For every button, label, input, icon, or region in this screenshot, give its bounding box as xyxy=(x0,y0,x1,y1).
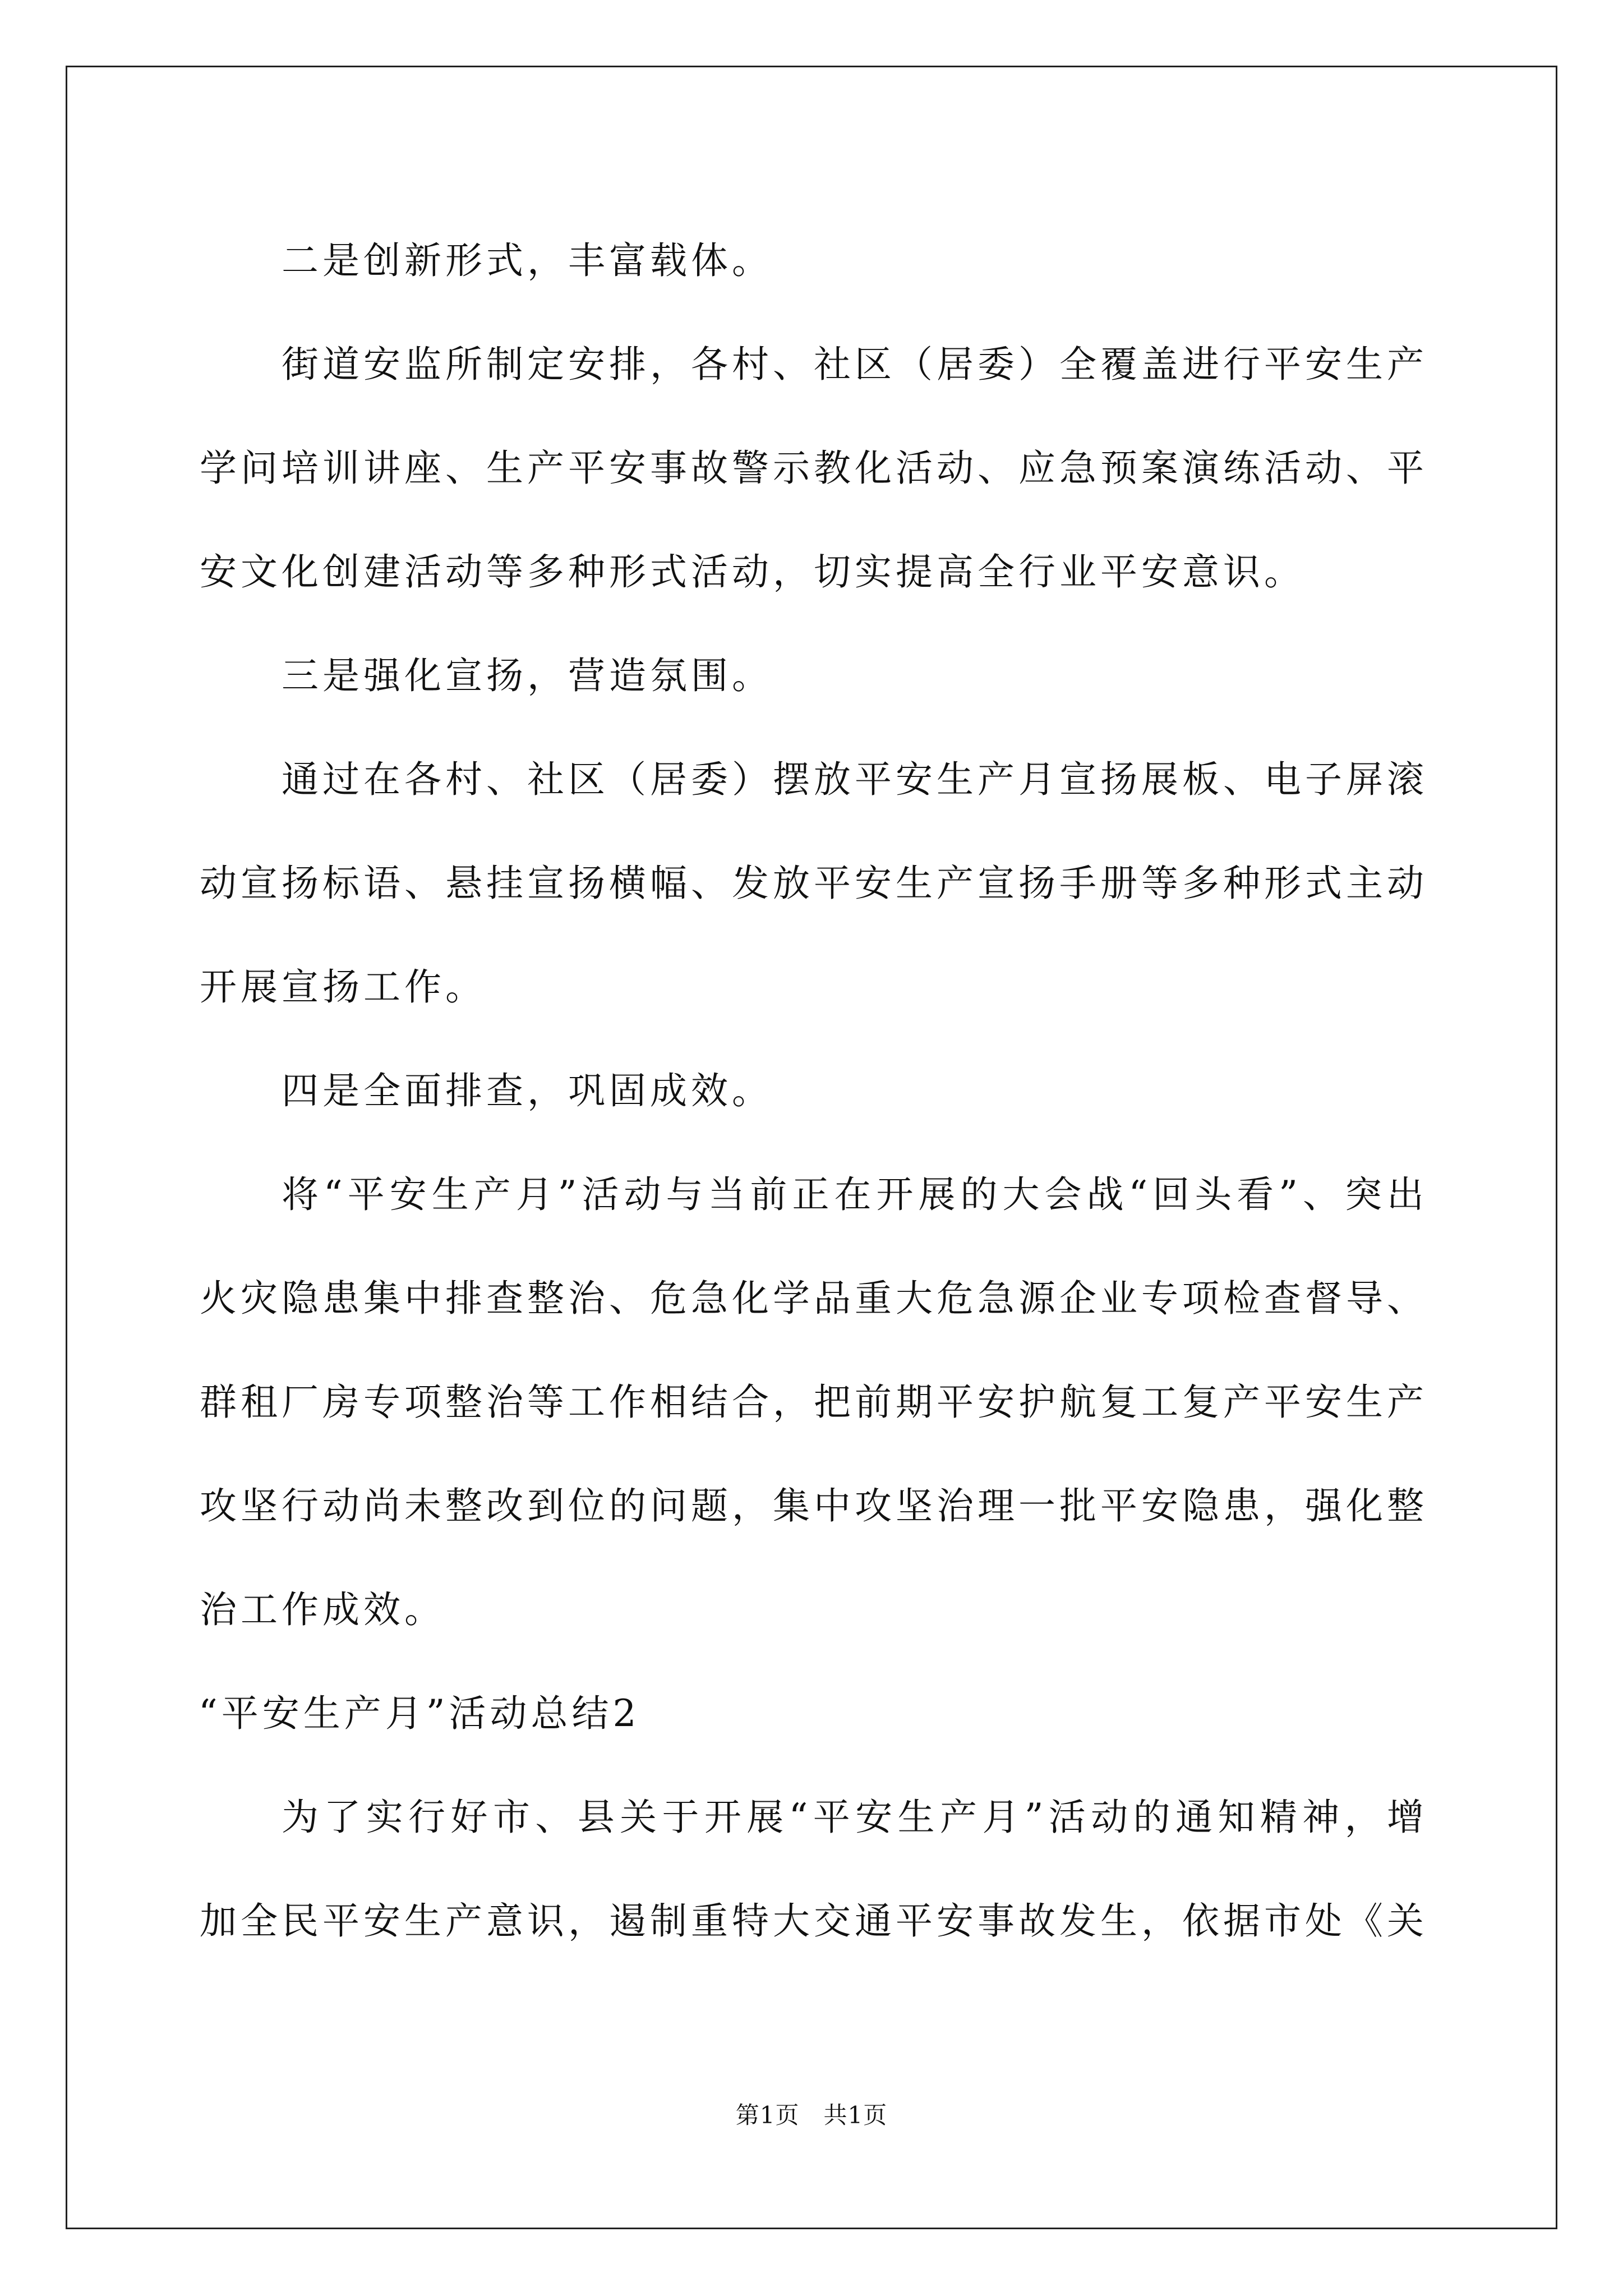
paragraph-body: 街道安监所制定安排，各村、社区（居委）全覆盖进行平安生产学问培训讲座、生产平安事故警示教化活动、应急预案演练活动、平安文化创建活动等多种形式活动，切实提高全行业平安意识。 xyxy=(200,343,1428,593)
page-number: 第1页 共1页 xyxy=(735,2101,888,2129)
paragraph-heading-three: 三是强化宣扬，营造氛围。 xyxy=(282,654,773,697)
paragraph-body: 为了实行好市、县关于开展“平安生产月”活动的通知精神，增加全民平安生产意识，遏制重特大交通平安事故发生，依据市处《关 xyxy=(200,1796,1428,1943)
section-title: “平安生产月”活动总结2 xyxy=(199,1692,640,1735)
paragraph-heading-two: 二是创新形式，丰富载体。 xyxy=(282,239,773,282)
paragraph-body: 将“平安生产月”活动与当前正在开展的大会战“回头看”、突出火灾隐患集中排查整治、危急化学品重大危急源企业专项检查督导、群租厂房专项整治等工作相结合，把前期平安护航复工复产平安生产攻坚行动尚未整改到位的问题，集中攻坚治理一批平安隐患，强化整治工作成效。 xyxy=(200,1173,1428,1631)
paragraph-body: 通过在各村、社区（居委）摆放平安生产月宣扬展板、电子屏滚动宣扬标语、悬挂宣扬横幅、发放平安生产宣扬手册等多种形式主动开展宣扬工作。 xyxy=(200,758,1428,1009)
document-body xyxy=(200,209,1428,1973)
paragraph-heading-four: 四是全面排查，巩固成效。 xyxy=(282,1069,773,1112)
